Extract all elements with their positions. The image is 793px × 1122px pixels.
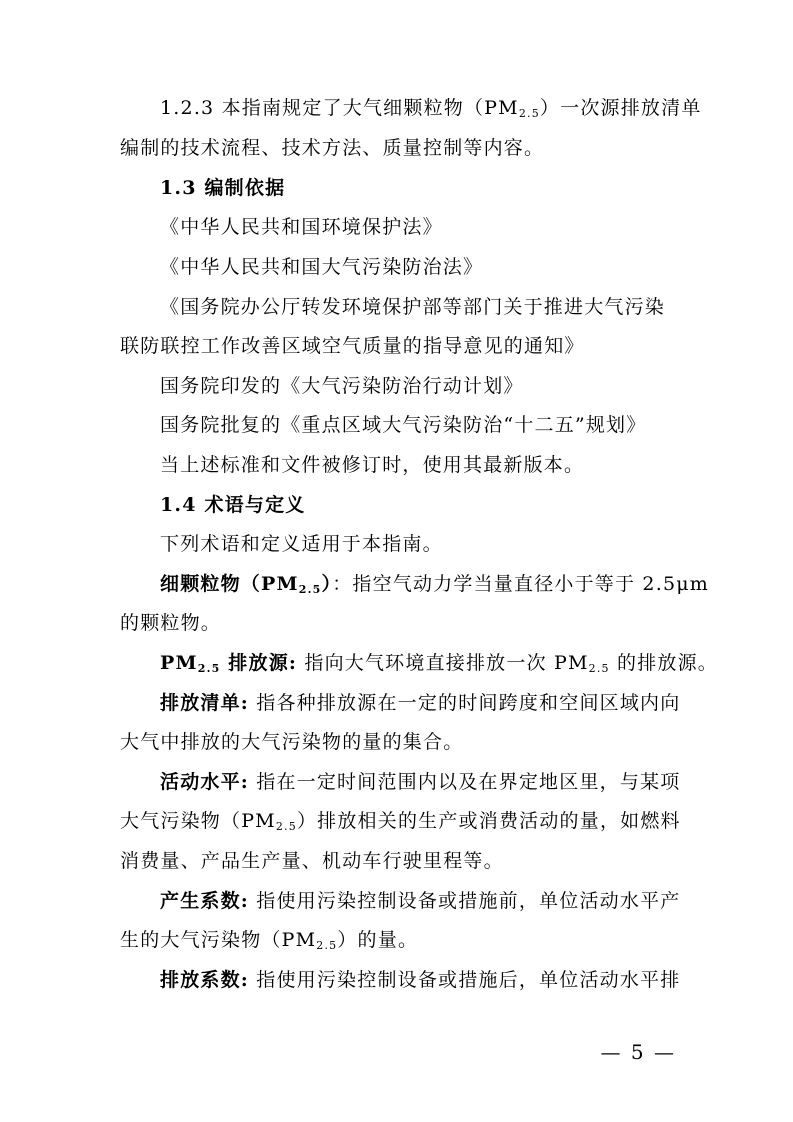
reference-item-1: 《中华人民共和国环境保护法》 (160, 216, 443, 238)
term-generation-line-1 (160, 889, 680, 915)
term-emission-factor-label: 排放系数: (160, 969, 250, 991)
term-emission-factor-line-1 (160, 968, 680, 994)
term-inventory-line-1 (160, 691, 680, 717)
para-1-2-3-line-2: 编制的技术流程、技术方法、质量控制等内容。 (120, 137, 545, 159)
reference-item-3-line-2: 联防联控工作改善区域空气质量的指导意见的通知》 (120, 335, 585, 357)
term-source-line (160, 651, 718, 677)
term-inventory-line-2: 大气中排放的大气污染物的量的集合。 (120, 731, 464, 753)
term-emission-factor-definition: 指使用污染控制设备或措施后，单位活动水平排 (249, 969, 681, 991)
para-1-2-3-line-1 (160, 96, 702, 122)
term-activity-definition: 指在一定时间范围内以及在界定地区里，与某项 (249, 771, 681, 793)
term-inventory-definition: 指各种排放源在一定的时间跨度和空间区域内向 (249, 692, 681, 714)
section-1-3-heading: 1.3 编制依据 (160, 177, 286, 199)
reference-item-5: 国务院批复的《重点区域大气污染防治“十二五”规划》 (160, 414, 647, 436)
term-activity-line-2: 大气污染物$(PM_{2.5})$排放相关的生产或消费活动的量，如燃料 (120, 810, 681, 833)
term-generation-label: 产生系数: (160, 890, 250, 912)
page-number: — 5 — (600, 1040, 676, 1064)
term-generation-line-2: 生的大气污染物$(PM_{2.5})$的量。 (120, 929, 419, 952)
term-pm25-line-2: 的颗粒物。 (120, 612, 222, 634)
revision-note: 当上述标准和文件被修订时，使用其最新版本。 (160, 454, 585, 476)
reference-item-2: 《中华人民共和国大气污染防治法》 (160, 256, 484, 278)
reference-item-4: 国务院印发的《大气污染防治行动计划》 (160, 375, 524, 397)
reference-item-3-line-1: 《国务院办公厅转发环境保护部等部门关于推进大气污染 (160, 296, 666, 318)
term-pm25-line-1 (160, 572, 710, 598)
term-activity-line-3: 消费量、产品生产量、机动车行驶里程等。 (120, 850, 504, 872)
terms-intro: 下列术语和定义适用于本指南。 (160, 533, 443, 555)
term-source-definition: 指向大气环境直接排放一次 $PM_{2.5}$ 的排放源。 (297, 652, 718, 675)
term-pm25-label: 细颗粒物$(PM_{2.5})$ (160, 573, 333, 596)
term-inventory-label: 排放清单: (160, 692, 250, 714)
term-activity-line-1 (160, 770, 680, 796)
para-1-2-3-suffix: ）一次源排放清单 (539, 97, 702, 119)
para-1-2-3-prefix: 1.2.3 本指南规定了大气细颗粒物（PM (160, 97, 519, 119)
term-generation-definition: 指使用污染控制设备或措施前，单位活动水平产 (249, 890, 681, 912)
section-1-4-heading: 1.4 术语与定义 (160, 494, 306, 516)
pm-subscript: 2.5 (518, 107, 540, 120)
term-source-label: $PM_{2.5}$ 排放源: (160, 652, 298, 675)
term-activity-label: 活动水平: (160, 771, 250, 793)
term-pm25-definition: ：指空气动力学当量直径小于等于 2.5μm (332, 573, 710, 595)
